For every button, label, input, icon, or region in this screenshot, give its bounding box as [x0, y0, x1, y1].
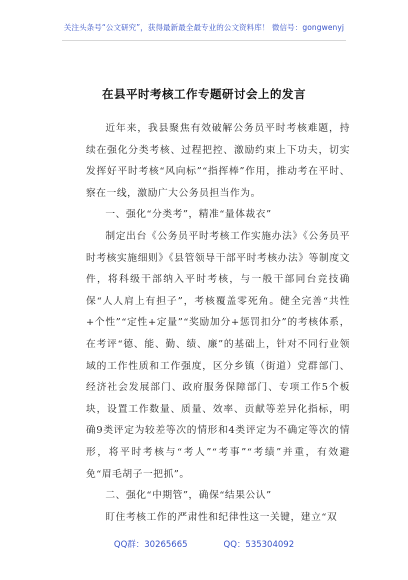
paragraph-section-2: 盯住考核工作的严肃性和纪律性这一关键，建立“双: [105, 511, 338, 523]
footer-qq-group: QQ群：30265665: [113, 540, 188, 550]
header-note: 关注头条号“公文研究”，获得最新最全最专业的公文资料库！ 微信号：gongwenyj: [63, 23, 345, 32]
footer-contact: [0, 538, 408, 550]
paragraph-intro: 近年来，我县聚焦有效破解公务员平时考核难题，持续在强化分类考核、过程把控、激励约束上下功夫，切实发挥好平时考核“风向标”“指挥棒”作用，推动考在平时、察在一线，激励广大公务员担当作为。: [86, 123, 350, 199]
document-body: [86, 118, 350, 528]
document-title: 在县平时考核工作专题研讨会上的发言: [102, 87, 306, 101]
paragraph-section-1: 制定出台《公务员平时考核工作实施办法》《公务员平时考核实施细则》《县管领导干部平时考核办法》等制度文件，将科级干部纳入平时考核，与一般干部同台竞技确保“人人肩上有担子”，考核覆盖零死角。健全完善“共性+个性”“定性+定量”“奖励加分+惩罚扣分”的考核体系，在考评“德、能、勤、绩、廉”的基础上，针对不同行业领域的工作性质和工作强度，区分乡镇（街道）党群部门、经济社会发展部门、政府服务保障部门、专项工作5个板块，设置工作数量、质量、效率、贡献等差异化指标，明确9类评定为较差等次的情形和4类评定为不确定等次的情形，将平时考核与“考人”“考事”“考绩”并重，有效避免“眉毛胡子一把抓”。: [86, 230, 350, 480]
footer-qq: QQ：535304092: [223, 540, 295, 550]
section-heading-1: 一、强化“分类考”，精准“量体裁衣”: [105, 209, 272, 221]
header-divider: [62, 40, 346, 41]
section-heading-2: 二、强化“中期管”，确保“结果公认”: [105, 490, 272, 502]
